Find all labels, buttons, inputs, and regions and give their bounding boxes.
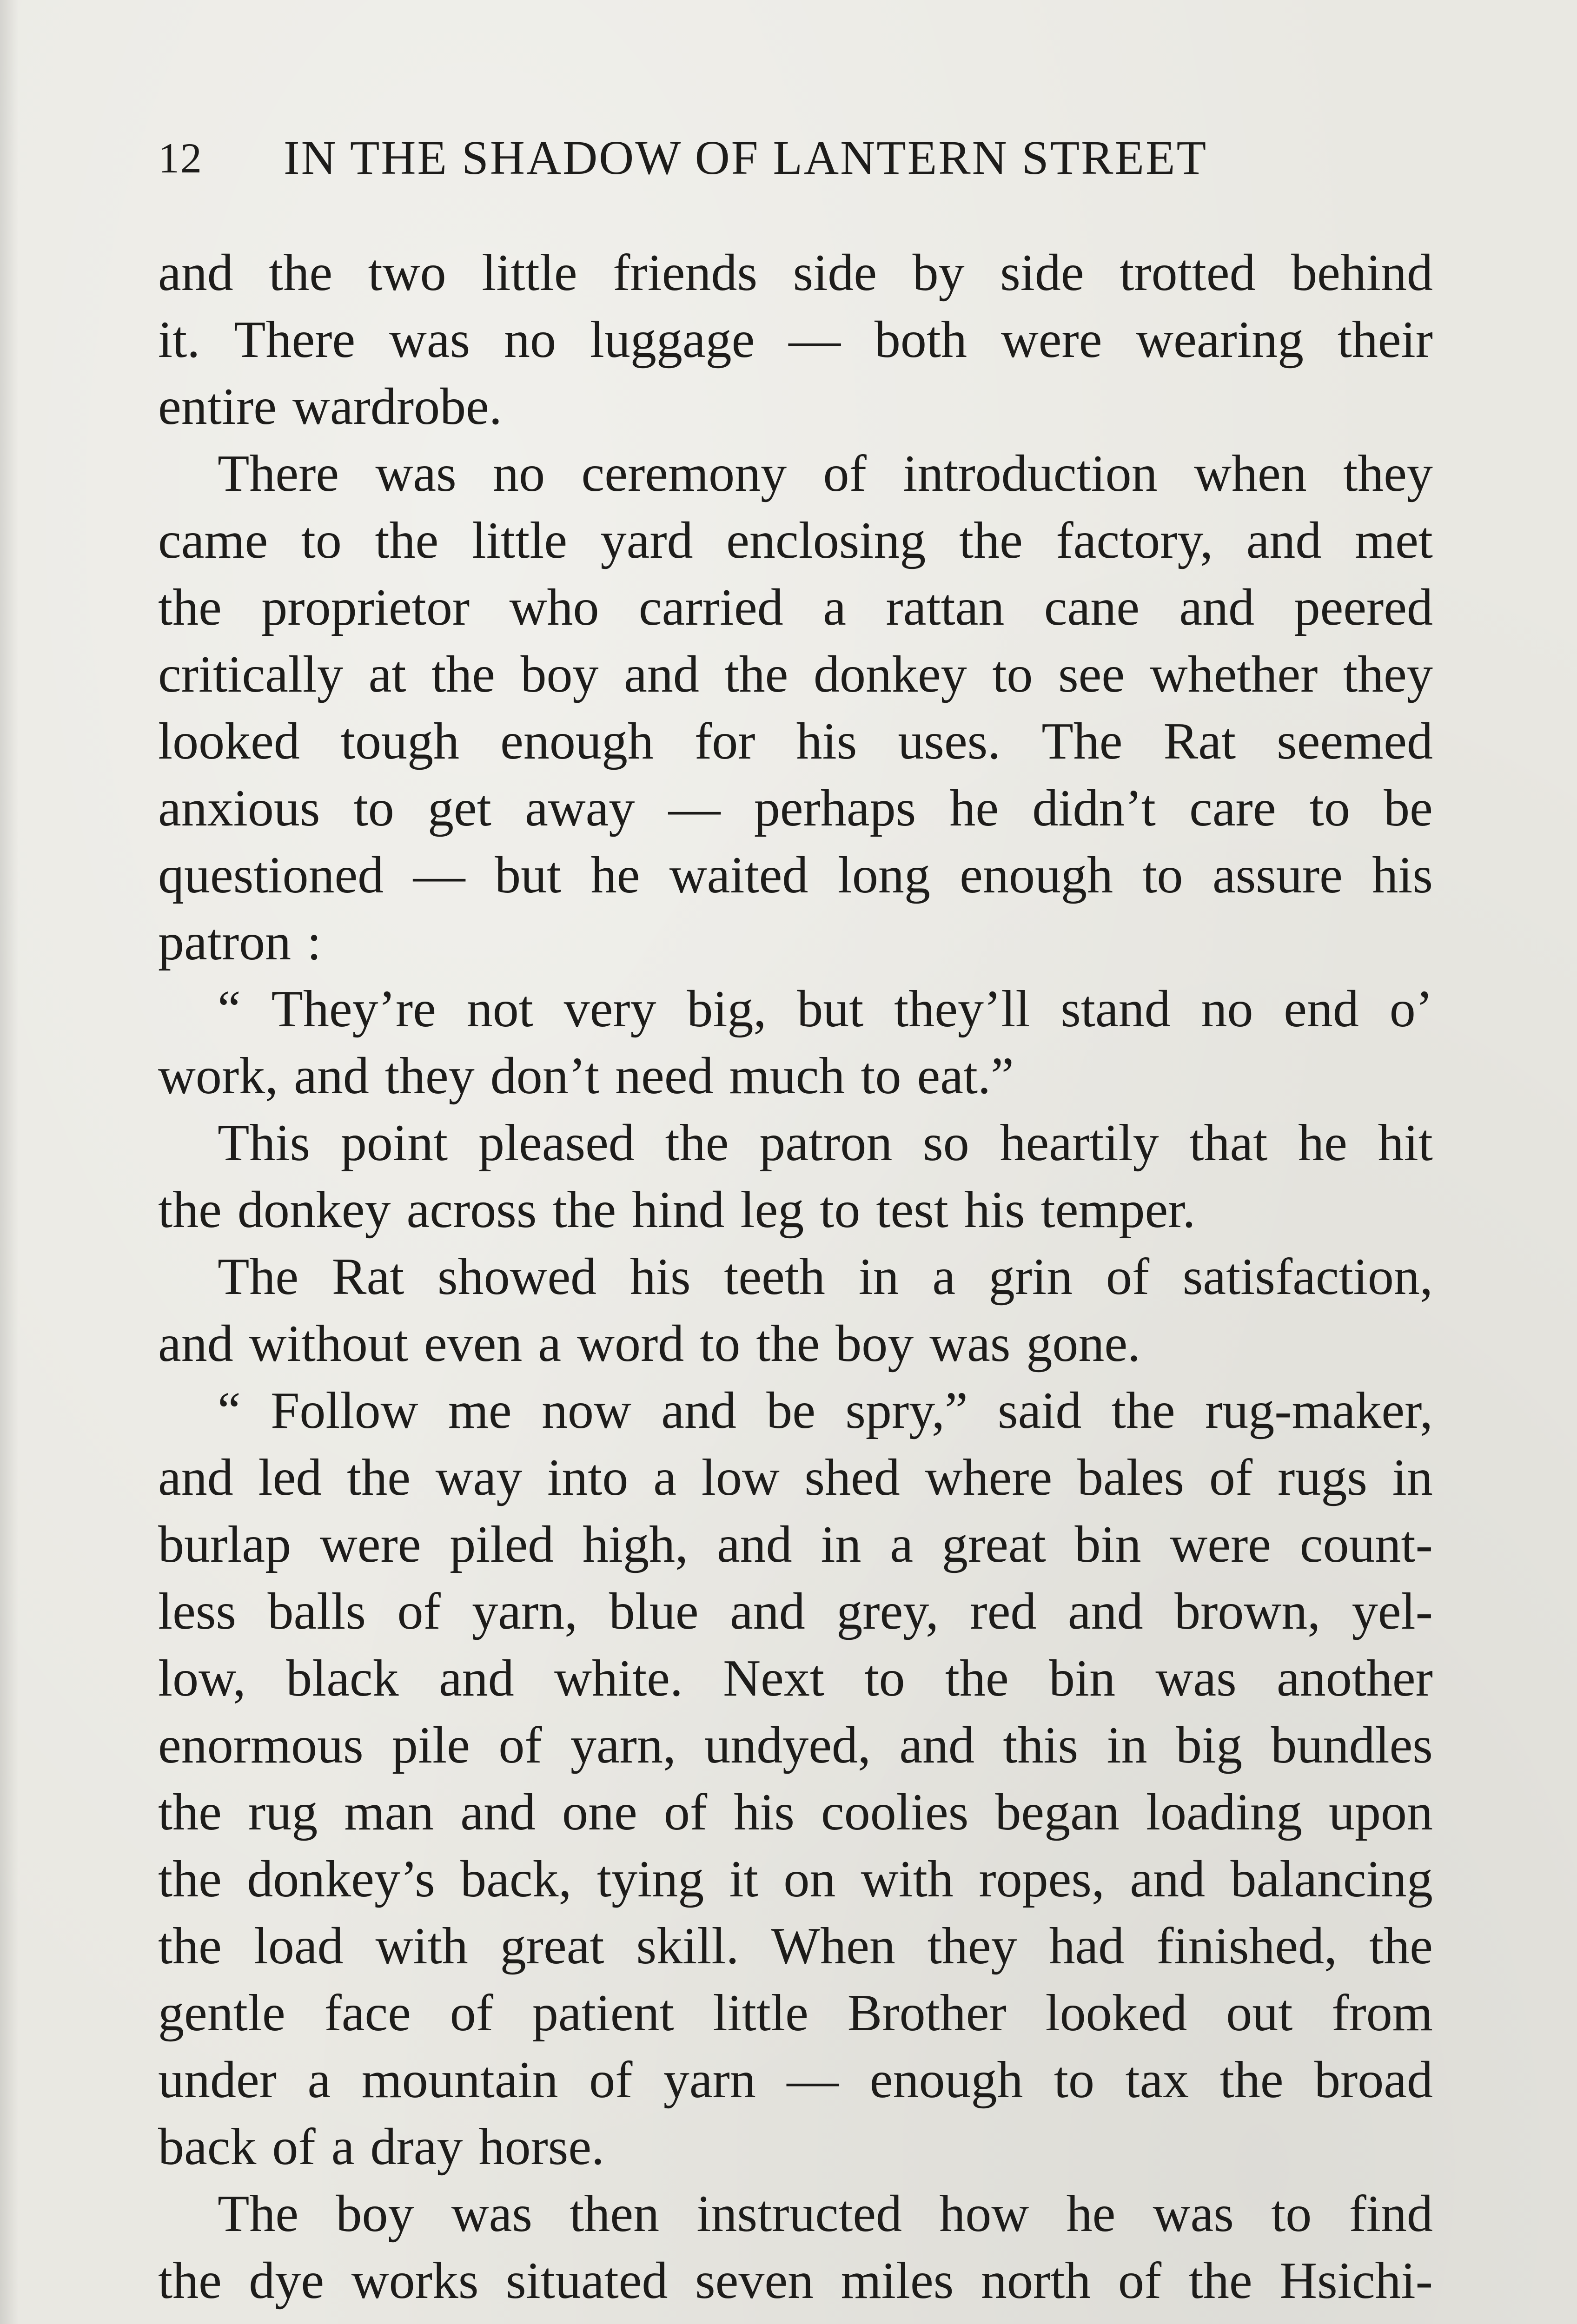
- text-line: work, and they don’t need much to eat.”: [158, 1047, 1014, 1105]
- text-line: under a mountain of yarn — enough to tax the broad: [158, 2051, 1433, 2109]
- text-line: and the two little friends side by side trotted behind: [158, 244, 1433, 302]
- page-shadow-edge: [0, 0, 19, 2324]
- text-line: the load with great skill. When they had finished, the: [158, 1917, 1433, 1975]
- text-line: “ Follow me now and be spry,” said the rug-maker,: [218, 1382, 1433, 1439]
- text-line: the rug man and one of his coolies began loading upon: [158, 1783, 1433, 1841]
- text-line: low, black and white. Next to the bin was another: [158, 1650, 1433, 1707]
- text-line: gentle face of patient little Brother looked out from: [158, 1984, 1433, 2042]
- text-line: There was no ceremony of introduction when they: [218, 445, 1433, 502]
- text-line: less balls of yarn, blue and grey, red and brown, yel-: [158, 1583, 1433, 1640]
- text-line: “ They’re not very big, but they’ll stand no end o’: [218, 980, 1433, 1038]
- text-line: burlap were piled high, and in a great bin were count-: [158, 1516, 1433, 1573]
- page-number: 12: [158, 134, 203, 182]
- text-line: anxious to get away — perhaps he didn’t care to be: [158, 779, 1433, 837]
- text-line: The Rat showed his teeth in a grin of satisfaction,: [218, 1248, 1433, 1306]
- text-line: This point pleased the patron so heartily that he hit: [218, 1114, 1433, 1172]
- text-line: came to the little yard enclosing the factory, and met: [158, 512, 1433, 569]
- text-line: enormous pile of yarn, undyed, and this in big bundles: [158, 1717, 1433, 1774]
- text-line: back of a dray horse.: [158, 2118, 605, 2176]
- text-line: The boy was then instructed how he was to find: [218, 2185, 1433, 2243]
- text-line: and led the way into a low shed where bales of rugs in: [158, 1449, 1433, 1506]
- text-line: entire wardrobe.: [158, 378, 502, 436]
- text-line: critically at the boy and the donkey to see whether they: [158, 646, 1433, 703]
- page-header: [158, 125, 1404, 191]
- text-line: the donkey across the hind leg to test his temper.: [158, 1181, 1196, 1239]
- text-line: the donkey’s back, tying it on with ropes, and balancing: [158, 1850, 1433, 1908]
- text-line: questioned — but he waited long enough to assure his: [158, 846, 1433, 904]
- text-line: the dye works situated seven miles north of the Hsichi-: [158, 2252, 1433, 2310]
- text-line: looked tough enough for his uses. The Rat seemed: [158, 713, 1433, 770]
- text-line: the proprietor who carried a rattan cane and peered: [158, 579, 1433, 636]
- text-line: patron :: [158, 913, 322, 971]
- running-head-title: IN THE SHADOW OF LANTERN STREET: [284, 131, 1208, 185]
- text-line: it. There was no luggage — both were wearing their: [158, 311, 1433, 369]
- text-line: and without even a word to the boy was gone.: [158, 1315, 1141, 1373]
- body-text: [158, 239, 1433, 2314]
